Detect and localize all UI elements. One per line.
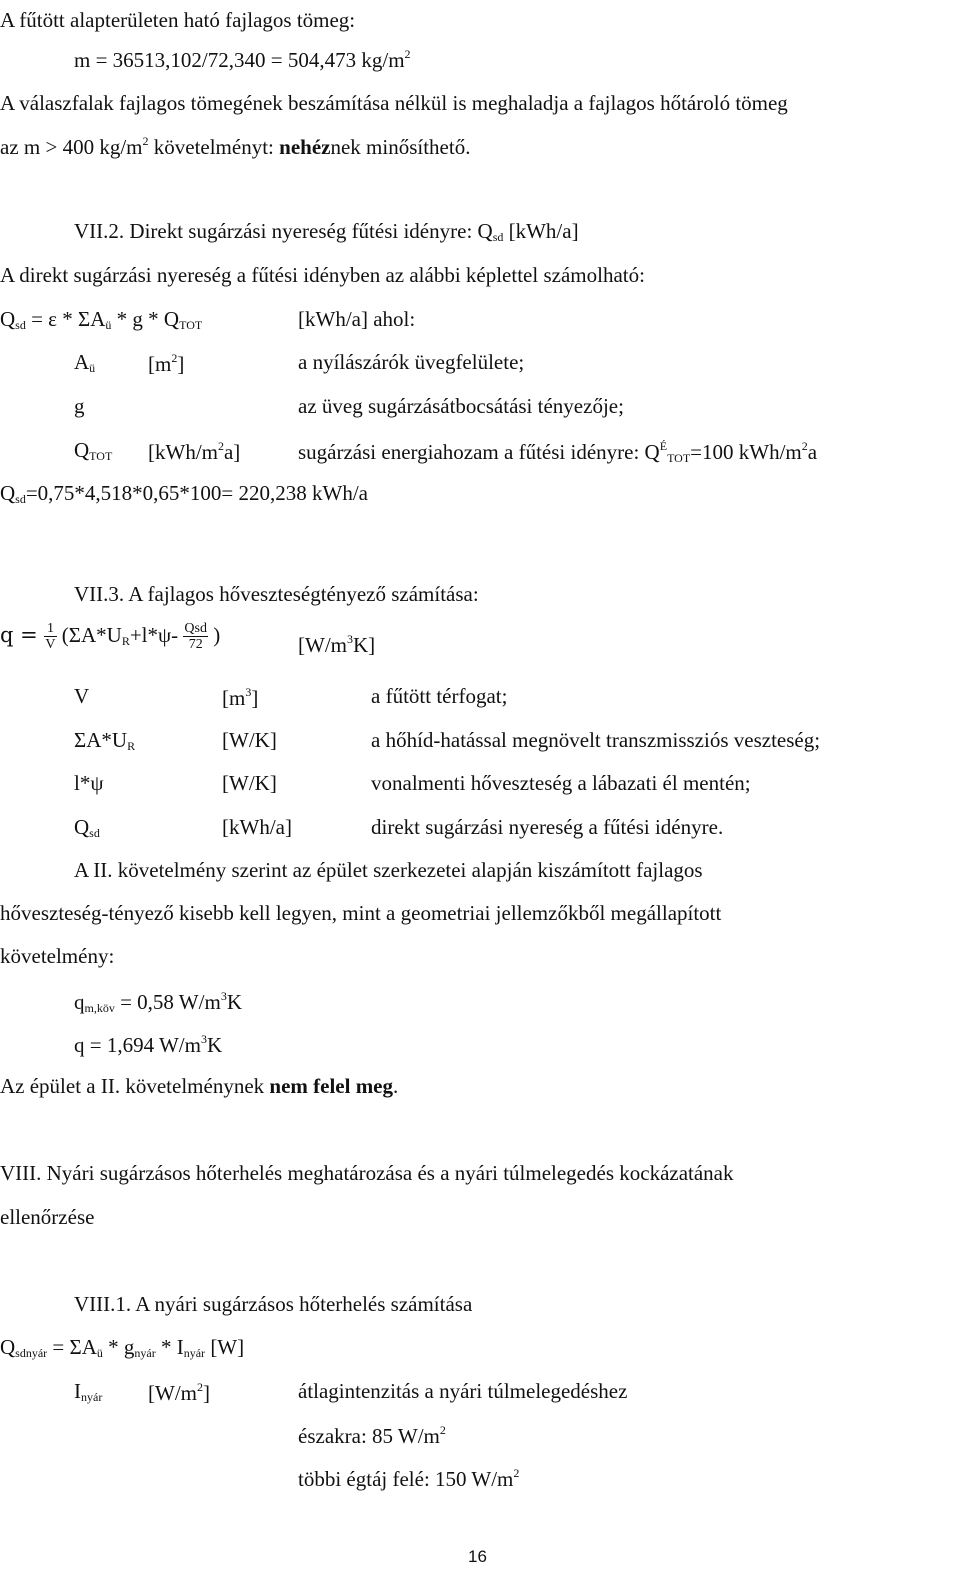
q-calculated: q = 1,694 $W/m^3K$	[74, 1032, 223, 1057]
legend-description: a fűtött térfogat;	[371, 684, 508, 708]
section-viii1-formula: $Q_{sdnyár} = \Sigma A_ü * g_{nyár} * I_{nyár}$ [W]	[0, 1335, 245, 1360]
fraction-1-over-v: $\frac{1}{V}$	[45, 621, 56, 652]
section-viii-title-line1: VIII. Nyári sugárzásos hőterhelés meghatározása és a nyári túlmelegedés kockázatának	[0, 1161, 734, 1185]
legend-symbol: V	[74, 684, 90, 708]
legend-unit: $[m^2]$	[148, 351, 185, 376]
mass-formula: m = 36513,102/72,340 = 504,473 $kg/m^2$	[74, 47, 411, 72]
section-vii2-result: $Q_{sd}=0,75*4,518*0,65*100= 220,238$ kWh/a	[0, 481, 369, 506]
requirement-line3: követelmény:	[0, 944, 115, 968]
section-vii3-formula-unit: $[W/m^3K]$	[298, 632, 376, 657]
mass-note-line1: A válaszfalak fajlagos tömegének beszámítása nélkül is meghaladja a fajlagos hőtároló tömeg	[0, 91, 788, 115]
section-vii2-title: VII.2. Direkt sugárzási nyereség fűtési idényre: $Q_{sd}$ [kWh/a]	[74, 219, 579, 244]
other-intensity: többi égtáj felé: 150 $W/m^2$	[298, 1466, 520, 1491]
requirement-line1: A II. követelmény szerint az épület szerkezetei alapján kiszámított fajlagos	[74, 858, 703, 882]
page-number: 16	[468, 1547, 487, 1566]
q-requirement: $q_{m,köv} = 0,58$ $W/m^3K$	[74, 989, 242, 1015]
legend-symbol: $I_{nyár}$	[74, 1379, 103, 1404]
conclusion: Az épület a II. követelménynek nem felel meg.	[0, 1074, 399, 1098]
section-vii2-intro: A direkt sugárzási nyereség a fűtési idényben az alábbi képlettel számolható:	[0, 263, 645, 287]
section-vii3-title: VII.3. A fajlagos hőveszteségtényező számítása:	[74, 582, 479, 606]
requirement-line2: hőveszteség-tényező kisebb kell legyen, mint a geometriai jellemzőkből megállapított	[0, 901, 722, 925]
legend-unit: $[m^3]$	[222, 685, 259, 710]
legend-description: vonalmenti hőveszteség a lábazati él mentén;	[371, 771, 751, 795]
legend-description: a hőhíd-hatással megnövelt transzmissziós veszteség;	[371, 728, 821, 752]
legend-description: az üveg sugárzásátbocsátási tényezője;	[298, 394, 624, 418]
fraction-qsd-over-72: $\frac{\text{Qsd}}{72}$	[184, 621, 207, 652]
legend-unit: $[kWh/m^2a]$	[148, 439, 241, 464]
section-viii1-title: VIII.1. A nyári sugárzásos hőterhelés számítása	[74, 1292, 473, 1316]
mass-heading: A fűtött alapterületen ható fajlagos tömeg:	[0, 8, 356, 32]
legend-symbol: g	[74, 394, 85, 418]
legend-symbol: l*ψ	[74, 771, 104, 795]
legend-description: a nyílászárók üvegfelülete;	[298, 350, 525, 374]
legend-symbol: $Q_{sd}$	[74, 815, 100, 840]
legend-symbol: $Q_{TOT}$	[74, 438, 113, 463]
legend-description: sugárzási energiahozam a fűtési idényre: $Q^É_{TOT}=100$ kWh/$m^2a$	[298, 439, 818, 465]
legend-unit: [W/K]	[222, 728, 277, 752]
legend-unit: [kWh/a]	[222, 815, 292, 839]
legend-unit: $[W/m^2]$	[148, 1380, 210, 1405]
legend-description: direkt sugárzási nyereség a fűtési idényre.	[371, 815, 724, 839]
mass-note-line2: az m > 400 $kg/m^2$ követelményt: nehéznek minősíthető.	[0, 134, 471, 159]
legend-symbol: $\Sigma A*U_R$	[74, 728, 136, 753]
legend-description: átlagintenzitás a nyári túlmelegedéshez	[298, 1379, 628, 1403]
section-vii3-formula: q = $\frac{1}{V}$ ($\Sigma A*U_R+l*\psi-$ $\frac{\text{Qsd}}{72}$ )	[0, 621, 221, 652]
legend-symbol: $A_ü$	[74, 350, 96, 375]
section-vii2-formula: $Q_{sd} = \varepsilon * \Sigma A_ü * g * Q_{TOT}$	[0, 307, 203, 332]
section-vii2-formula-unit: [kWh/a] ahol:	[298, 307, 416, 331]
legend-unit: [W/K]	[222, 771, 277, 795]
north-intensity: északra: 85 $W/m^2$	[298, 1423, 446, 1448]
section-viii-title-line2: ellenőrzése	[0, 1205, 95, 1229]
